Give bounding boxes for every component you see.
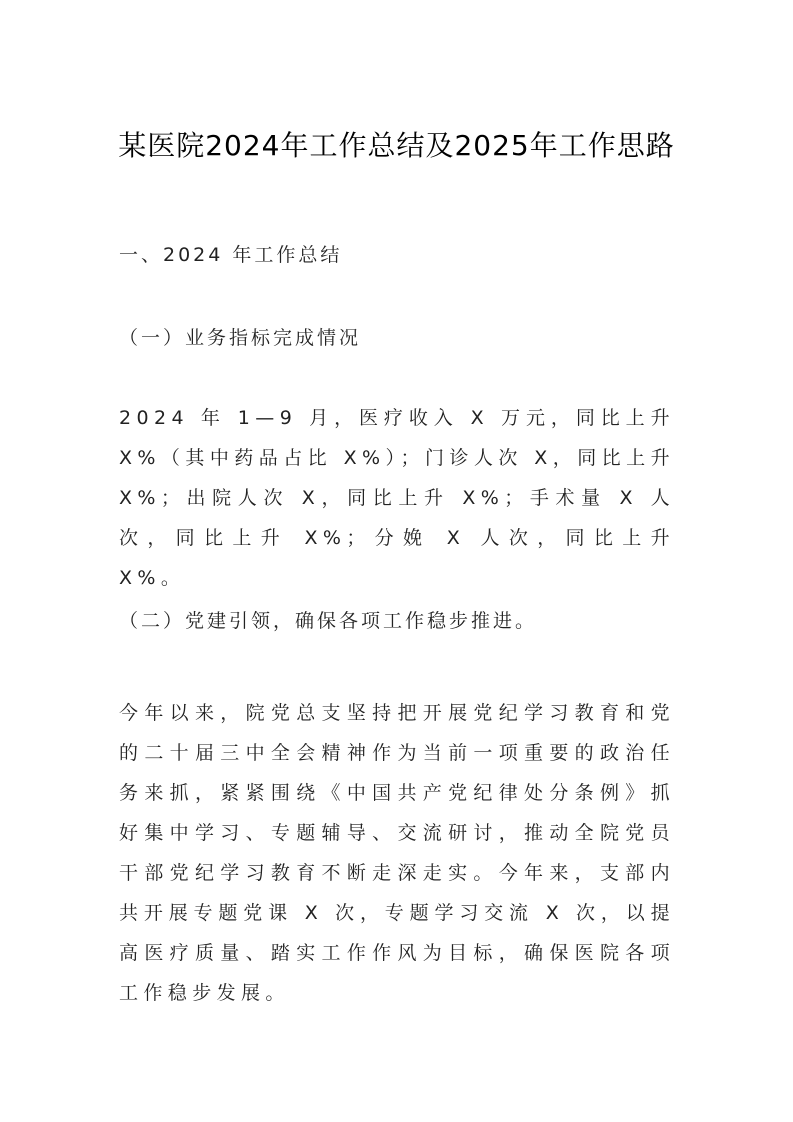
subsection-heading-business-indicators: （一）业务指标完成情况 [119,327,362,349]
section-heading-2024-summary: 一、2024 年工作总结 [119,244,343,266]
paragraph-party-building: 今年以来，院党总支坚持把开展党纪学习教育和党的二十届三中全会精神作为当前一项重要的政治任务来抓，紧紧围绕《中国共产党纪律处分条例》抓好集中学习、专题辅导、交流研讨，推动全院党员干部党纪学习教育不断走深走实。今年来，支部内共开展专题党课 X 次，专题学习交流 X 次，以提高医疗质量、踏实工作作风为目标，确保医院各项工作稳步发展。 [119,702,675,1004]
document-title: 某医院2024年工作总结及2025年工作思路 [118,129,675,162]
subsection-heading-party-building: （二）党建引领，确保各项工作稳步推进。 [119,610,538,632]
paragraph-business-indicators: 2024 年 1—9 月，医疗收入 X 万元，同比上升 X%（其中药品占比 X%）；门诊人次 X，同比上升 X%；出院人次 X，同比上升 X%；手术量 X 人次，同比上升 X%；分娩 X 人次，同比上升 X%。 [119,407,675,589]
